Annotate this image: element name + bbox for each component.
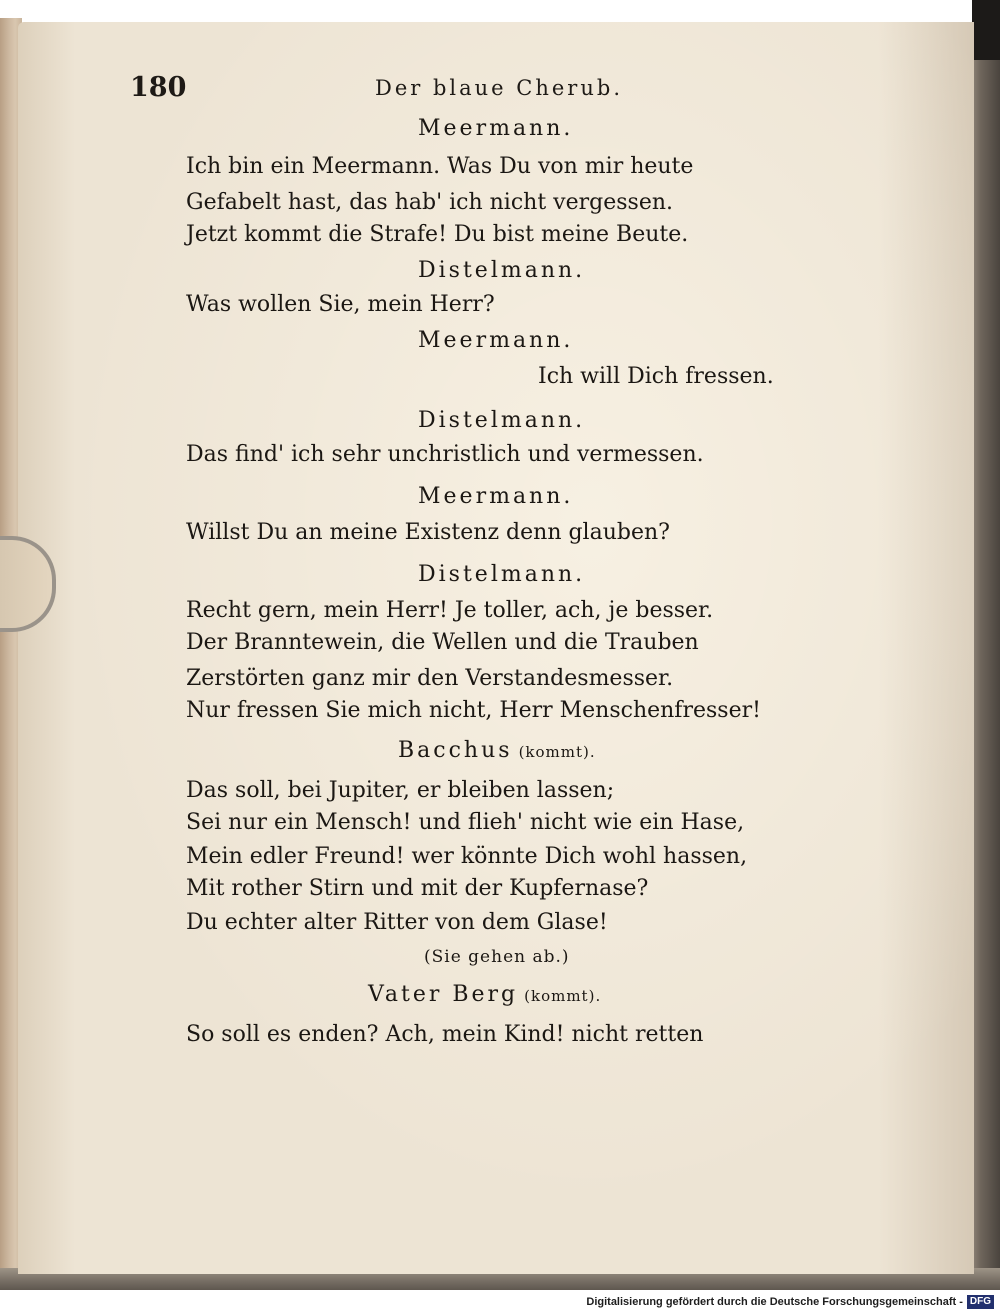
verse-line: Jetzt kommt die Strafe! Du bist meine Beute. [186, 222, 689, 247]
verse-line: Ich bin ein Meermann. Was Du von mir heute [186, 154, 694, 179]
book-binding-right [972, 0, 1000, 1290]
speaker-name: Meermann. [418, 328, 574, 353]
stage-direction: (kommt). [518, 743, 596, 761]
speaker-name: Meermann. [418, 116, 574, 141]
speaker-name: Distelmann. [418, 562, 586, 587]
digitization-footer [586, 1294, 994, 1310]
speaker-name: Distelmann. [418, 408, 586, 433]
speaker-name: Meermann. [418, 484, 574, 509]
stage-direction: (Sie gehen ab.) [424, 947, 570, 967]
running-head [130, 72, 750, 106]
dfg-logo: DFG [967, 1295, 994, 1309]
verse-line: Mein edler Freund! wer könnte Dich wohl hassen, [186, 844, 748, 869]
funding-notice: Digitalisierung gefördert durch die Deutsche Forschungsgemeinschaft - [586, 1296, 963, 1308]
verse-line: Das find' ich sehr unchristlich und vermessen. [186, 442, 704, 467]
verse-line: Gefabelt hast, das hab' ich nicht vergessen. [186, 190, 673, 215]
speaker-name: Distelmann. [418, 258, 586, 283]
verse-line: Ich will Dich fressen. [538, 364, 774, 389]
verse-line: Nur fressen Sie mich nicht, Herr Menschenfresser! [186, 698, 761, 723]
verse-line: Zerstörten ganz mir den Verstandesmesser. [186, 666, 674, 691]
verse-line: Willst Du an meine Existenz denn glauben? [186, 520, 670, 545]
speaker-name: Bacchus (kommt). [398, 738, 596, 763]
verse-line: Recht gern, mein Herr! Je toller, ach, je besser. [186, 598, 714, 623]
verse-line: Sei nur ein Mensch! und flieh' nicht wie ein Hase, [186, 810, 745, 835]
speaker-name: Vater Berg (kommt). [368, 982, 602, 1007]
running-title: Der blaue Cherub. [375, 76, 623, 100]
verse-line: Was wollen Sie, mein Herr? [186, 292, 495, 317]
verse-line: Mit rother Stirn und mit der Kupfernase? [186, 876, 649, 901]
verse-line: Du echter alter Ritter von dem Glase! [186, 910, 608, 935]
stage-direction: (kommt). [524, 987, 602, 1005]
verse-line: Das soll, bei Jupiter, er bleiben lassen; [186, 778, 615, 803]
verse-line: So soll es enden? Ach, mein Kind! nicht retten [186, 1022, 704, 1047]
verse-line: Der Branntewein, die Wellen und die Trauben [186, 630, 699, 655]
page-number: 180 [130, 72, 187, 103]
